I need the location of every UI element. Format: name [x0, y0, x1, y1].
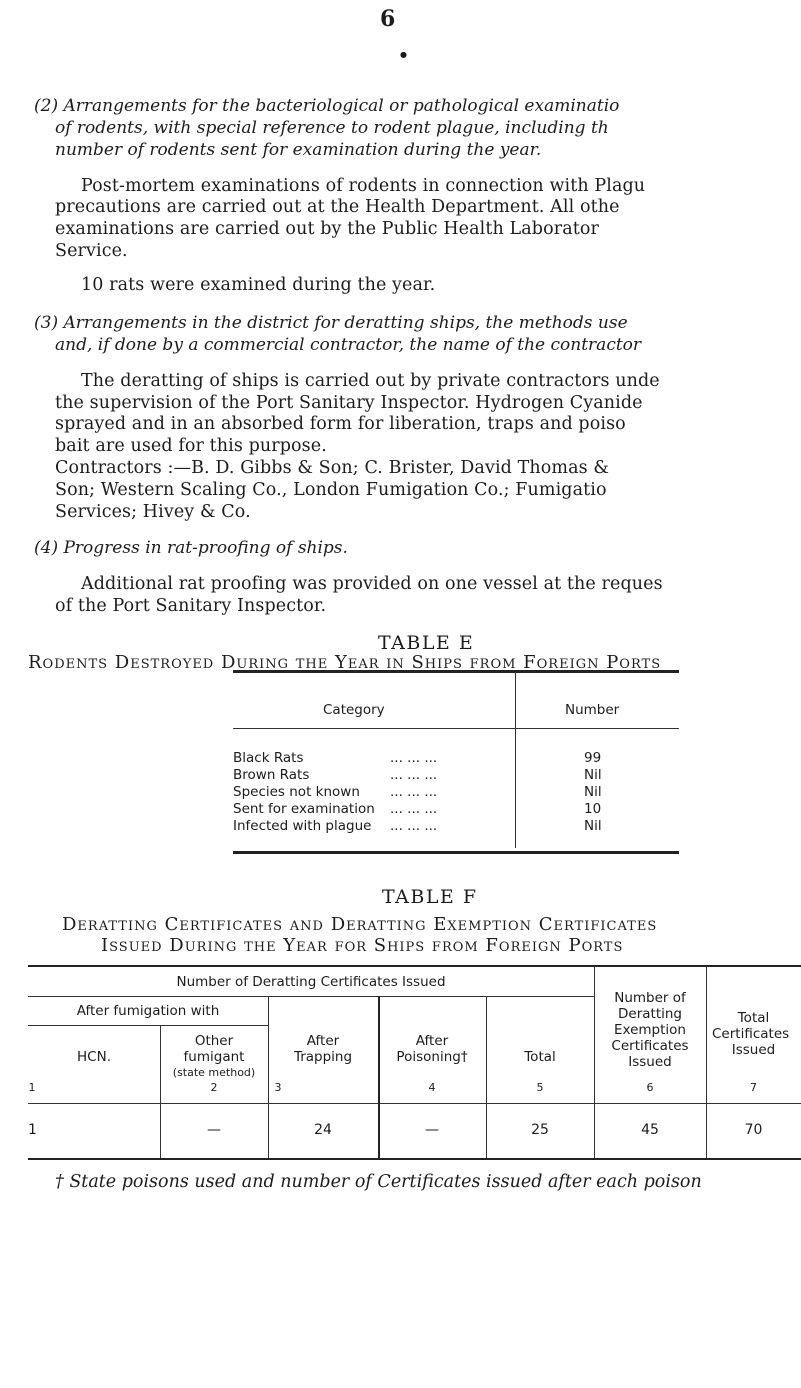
table-f-col5-label: Total: [524, 1049, 556, 1065]
table-f-col7-label-line2: Certificates: [712, 1026, 790, 1042]
section2-para1-line2: precautions are carried out at the Health Department. All othe: [55, 197, 620, 217]
table-f-col-number: 3: [274, 1081, 282, 1094]
table-e-row-leader: ... ... ...: [390, 767, 438, 783]
table-f-value-total: 25: [531, 1122, 549, 1138]
section3-para2-line3: Services; Hivey & Co.: [55, 502, 251, 522]
table-e-top-rule: [233, 670, 679, 673]
table-e-title: TABLE E: [378, 632, 475, 654]
table-e-row-category: Black Rats: [233, 750, 304, 766]
section4-para-line2: of the Port Sanitary Inspector.: [55, 596, 327, 616]
table-f-col6-label-line1: Number of: [614, 990, 686, 1006]
section2-heading-line2: of rodents, with special reference to rodent plague, including th: [55, 118, 609, 138]
page-number: 6: [380, 6, 396, 32]
table-f-top-rule: [28, 965, 801, 967]
table-f-col3-label-line2: Trapping: [293, 1049, 353, 1065]
section3-para1-line3: sprayed and in an absorbed form for liberation, traps and poiso: [55, 414, 626, 434]
table-f-col1-label: HCN.: [77, 1049, 111, 1065]
table-e-row-category: Species not known: [233, 784, 360, 800]
table-f-col6-label-line3: Exemption: [614, 1022, 686, 1038]
table-e-bottom-rule: [233, 851, 679, 854]
table-f-col6-label-line4: Certificates: [611, 1038, 689, 1054]
table-f-col3-label-line1: After: [306, 1033, 340, 1049]
section2-para1-line3: examinations are carried out by the Public Health Laborator: [55, 219, 599, 239]
table-f-group-header: Number of Deratting Certificates Issued: [176, 974, 446, 990]
footnote: † State poisons used and number of Certificates issued after each poison: [55, 1172, 702, 1192]
table-f-subtitle-line2: Issued During the Year for Ships from Foreign Ports: [101, 935, 624, 956]
section2-para1-line4: Service.: [55, 241, 128, 261]
table-f-col2-label-line2: fumigant: [183, 1049, 245, 1065]
table-f-col2-label-line1: Other: [194, 1033, 234, 1049]
section3-heading-line1: (3) Arrangements in the district for deratting ships, the methods use: [34, 313, 628, 333]
table-f-col-number: 2: [210, 1081, 218, 1094]
table-e-row-leader: ... ... ...: [390, 818, 438, 834]
table-e-row-leader: ... ... ...: [390, 784, 438, 800]
table-f-col-number: 1: [28, 1081, 36, 1094]
table-f-group-rule: [28, 996, 594, 997]
table-f-title: TABLE F: [382, 886, 478, 908]
table-e-header-rule: [233, 728, 679, 729]
table-f-value-after-poisoning: —: [425, 1122, 439, 1138]
section2-para2: 10 rats were examined during the year.: [81, 275, 436, 295]
table-e-row-leader: ... ... ...: [390, 801, 438, 817]
table-f-subtitle-line1: Deratting Certificates and Deratting Exemption Certificates: [62, 914, 658, 935]
table-e-row-category: Brown Rats: [233, 767, 310, 783]
section4-heading: (4) Progress in rat-proofing of ships.: [34, 538, 348, 558]
section3-para1-line1: The deratting of ships is carried out by private contractors unde: [81, 371, 660, 391]
table-f-col4-label-line2: Poisoning†: [396, 1049, 468, 1065]
table-f-value-other-fumigant: —: [207, 1122, 221, 1138]
section3-heading-line2: and, if done by a commercial contractor, the name of the contractor: [55, 335, 642, 355]
table-e-row-category: Sent for examination: [233, 801, 375, 817]
table-e-row-category: Infected with plague: [233, 818, 372, 834]
section2-heading-line1: (2) Arrangements for the bacteriological or pathological examinatio: [34, 96, 620, 116]
section3-para2-line1: Contractors :—B. D. Gibbs & Son; C. Brister, David Thomas &: [55, 458, 610, 478]
table-e-header-number: Number: [565, 702, 620, 718]
table-f-col-number: 7: [750, 1081, 757, 1094]
section2-heading-line3: number of rodents sent for examination during the year.: [55, 140, 542, 160]
section3-para1-line2: the supervision of the Port Sanitary Inspector. Hydrogen Cyanide: [55, 393, 643, 413]
printer-mark: ●: [400, 50, 407, 59]
table-f-col7-label-line1: Total: [737, 1010, 770, 1026]
table-e-row-leader: ... ... ...: [390, 750, 438, 766]
table-e-row-number: 99: [584, 750, 602, 766]
table-e-row-number: 10: [584, 801, 602, 817]
table-f-col2-label-line3: (state method): [172, 1066, 256, 1079]
table-e-column-divider: [515, 672, 516, 848]
table-e-row-number: Nil: [584, 818, 602, 834]
table-e-header-category: Category: [323, 702, 385, 718]
section4-para-line1: Additional rat proofing was provided on one vessel at the reques: [81, 574, 663, 594]
table-f-subgroup-rule: [28, 1025, 268, 1026]
table-f-col7-label-line3: Issued: [731, 1042, 776, 1058]
table-e-subtitle: Rodents Destroyed During the Year in Ships from Foreign Ports: [28, 652, 662, 673]
table-f-value-hcn: 1: [28, 1122, 37, 1138]
table-f-col4-label-line1: After: [415, 1033, 449, 1049]
section2-para1-line1: Post-mortem examinations of rodents in connection with Plagu: [81, 176, 646, 196]
table-f-col-number: 5: [536, 1081, 544, 1094]
table-f-bottom-rule: [28, 1158, 801, 1160]
section3-para1-line4: bait are used for this purpose.: [55, 436, 327, 456]
table-f-col-number: 4: [428, 1081, 436, 1094]
table-f-col-number: 6: [646, 1081, 654, 1094]
table-f-value-total-certificates: 70: [744, 1122, 763, 1138]
table-f-value-after-trapping: 24: [314, 1122, 332, 1138]
section3-para2-line2: Son; Western Scaling Co., London Fumigation Co.; Fumigatio: [55, 480, 607, 500]
table-f-col6-label-line2: Deratting: [618, 1006, 682, 1022]
table-f-col6-label-line5: Issued: [628, 1054, 672, 1070]
table-f-subgroup-header: After fumigation with: [76, 1003, 220, 1019]
table-f-value-exemption-certificates: 45: [641, 1122, 659, 1138]
table-f-header-rule: [28, 1103, 801, 1104]
table-e-row-number: Nil: [584, 767, 602, 783]
table-e-row-number: Nil: [584, 784, 602, 800]
